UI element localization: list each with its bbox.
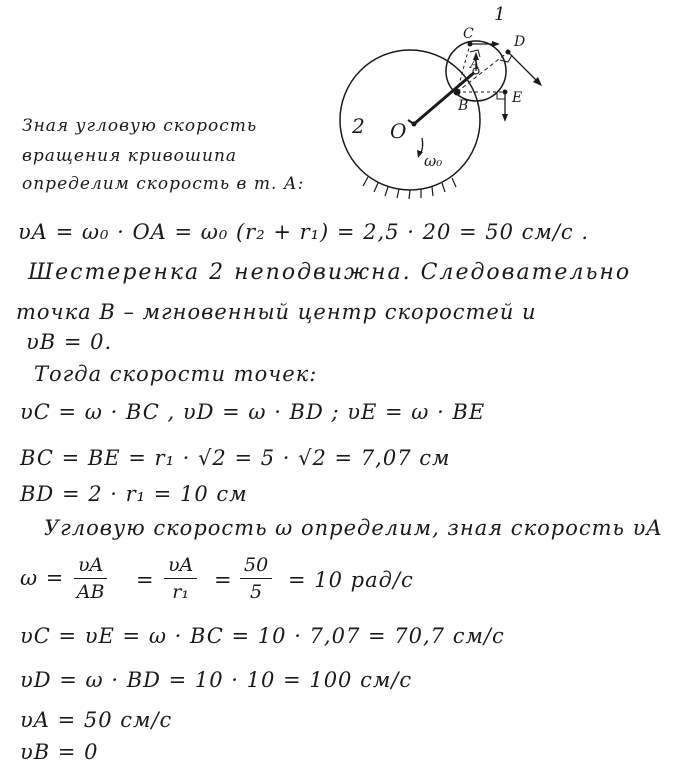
segment-BC: [457, 44, 470, 92]
equation-vD: υD = ω · BD = 10 · 10 = 100 см/с: [20, 668, 413, 692]
fraction-3-numerator: 50: [240, 556, 272, 579]
label-D: D: [514, 34, 526, 50]
label-C: C: [463, 26, 474, 42]
intro-line-2: вращения кривошипа: [22, 146, 238, 166]
fixed-support-hatching: [363, 177, 456, 199]
label-E: E: [512, 90, 523, 106]
fraction-vA-r1: [164, 556, 197, 602]
fraction-2-numerator: υA: [164, 556, 197, 579]
gear-text-line-3: υB = 0.: [26, 330, 113, 354]
label-gear-1: 1: [494, 4, 506, 25]
diameter-BD: [457, 52, 508, 92]
fraction-50-5: [240, 556, 272, 602]
equation-BD: BD = 2 · r₁ = 10 см: [20, 482, 248, 506]
label-B: B: [458, 98, 469, 114]
omega-eq-sign-2: =: [214, 568, 233, 592]
equation-BC-BE: BC = BE = r₁ · √2 = 5 · √2 = 7,07 см: [20, 446, 451, 470]
equation-speeds: υC = ω · BC , υD = ω · BD ; υE = ω · BE: [20, 400, 486, 424]
final-vA: υA = 50 см/с: [20, 708, 173, 732]
fraction-1-denominator: AB: [76, 581, 105, 603]
fraction-2-denominator: r₁: [172, 581, 189, 603]
label-omega0: ω₀: [424, 152, 443, 170]
label-gear-2: 2: [352, 114, 365, 138]
equation-vA: υA = ω₀ · OA = ω₀ (r₂ + r₁) = 2,5 · 20 = 50 см/с .: [18, 220, 590, 244]
omega-text: Угловую скорость ω определим, зная скорость υA: [44, 516, 663, 540]
intro-line-3: определим скорость в т. А:: [22, 174, 305, 194]
gear-text-line-2: точка B – мгновенный центр скоростей и: [16, 300, 537, 324]
fraction-1-numerator: υA: [74, 556, 107, 579]
label-A: A: [470, 57, 480, 72]
fraction-vA-AB: [74, 556, 107, 602]
intro-line-1: Зная угловую скорость: [22, 116, 258, 136]
omega-result: = 10 рад/с: [288, 568, 414, 592]
gear-text-line-1: Шестеренка 2 неподвижна. Следовательно: [28, 260, 632, 285]
then-text: Тогда скорости точек:: [34, 362, 318, 386]
fraction-3-denominator: 5: [250, 581, 263, 603]
final-vB: υB = 0: [20, 740, 99, 764]
velocity-vD: [508, 52, 538, 82]
equation-vC-vE: υC = υE = ω · BC = 10 · 7,07 = 70,7 см/с: [20, 624, 505, 648]
label-O: O: [390, 119, 407, 143]
omega-lhs: ω =: [20, 566, 65, 590]
point-O: [412, 122, 417, 127]
omega-eq-sign-1: =: [136, 568, 155, 592]
